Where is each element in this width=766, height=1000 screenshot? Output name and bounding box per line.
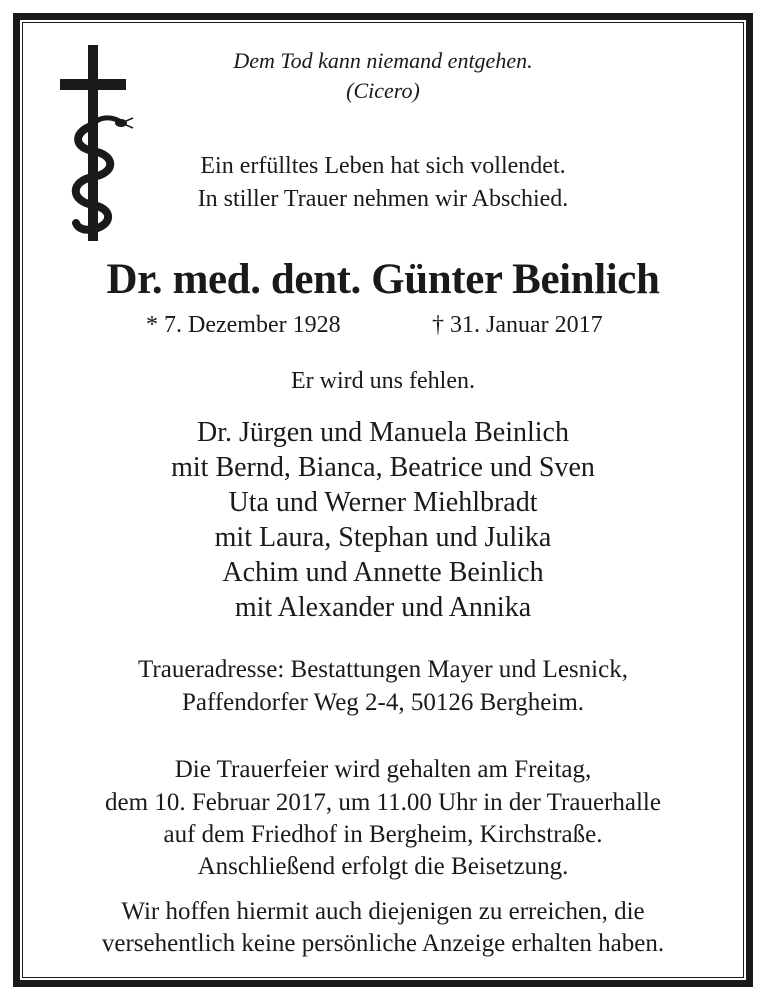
ceremony-line: Die Trauerfeier wird gehalten am Freitag, bbox=[174, 756, 592, 783]
family-line: mit Laura, Stephan und Julika bbox=[214, 522, 552, 553]
family-line: Dr. Jürgen und Manuela Beinlich bbox=[197, 417, 569, 448]
intro-line-1: Ein erfülltes Leben hat sich vollendet. bbox=[200, 153, 566, 179]
intro-line-2: In stiller Trauer nehmen wir Abschied. bbox=[197, 186, 569, 212]
ceremony-line: auf dem Friedhof in Bergheim, Kirchstraße. bbox=[163, 821, 603, 848]
closing-line-1: Wir hoffen hiermit auch diejenigen zu erreichen, die bbox=[121, 898, 645, 925]
address-line-1: Traueradresse: Bestattungen Mayer und Lesnick, bbox=[138, 656, 628, 683]
quote-line-1: Dem Tod kann niemand entgehen. bbox=[233, 48, 533, 73]
family-line: mit Alexander und Annika bbox=[234, 592, 532, 623]
ceremony-line: dem 10. Februar 2017, um 11.00 Uhr in der Trauerhalle bbox=[105, 789, 661, 816]
tribute-line: Er wird uns fehlen. bbox=[291, 368, 475, 394]
ceremony-line: Anschließend erfolgt die Beisetzung. bbox=[197, 853, 569, 880]
address-line-2: Paffendorfer Weg 2-4, 50126 Bergheim. bbox=[181, 689, 585, 716]
family-line: Achim und Annette Beinlich bbox=[222, 557, 544, 588]
family-line: Uta und Werner Miehlbradt bbox=[228, 487, 538, 518]
death-date: † 31. Januar 2017 bbox=[432, 312, 603, 338]
life-dates bbox=[0, 312, 766, 342]
birth-date: * 7. Dezember 1928 bbox=[146, 312, 341, 338]
deceased-name: Dr. med. dent. Günter Beinlich bbox=[106, 256, 660, 303]
closing-line-2: versehentlich keine persönliche Anzeige erhalten haben. bbox=[101, 930, 665, 957]
quote-attribution: (Cicero) bbox=[346, 78, 420, 103]
family-line: mit Bernd, Bianca, Beatrice und Sven bbox=[171, 452, 595, 483]
